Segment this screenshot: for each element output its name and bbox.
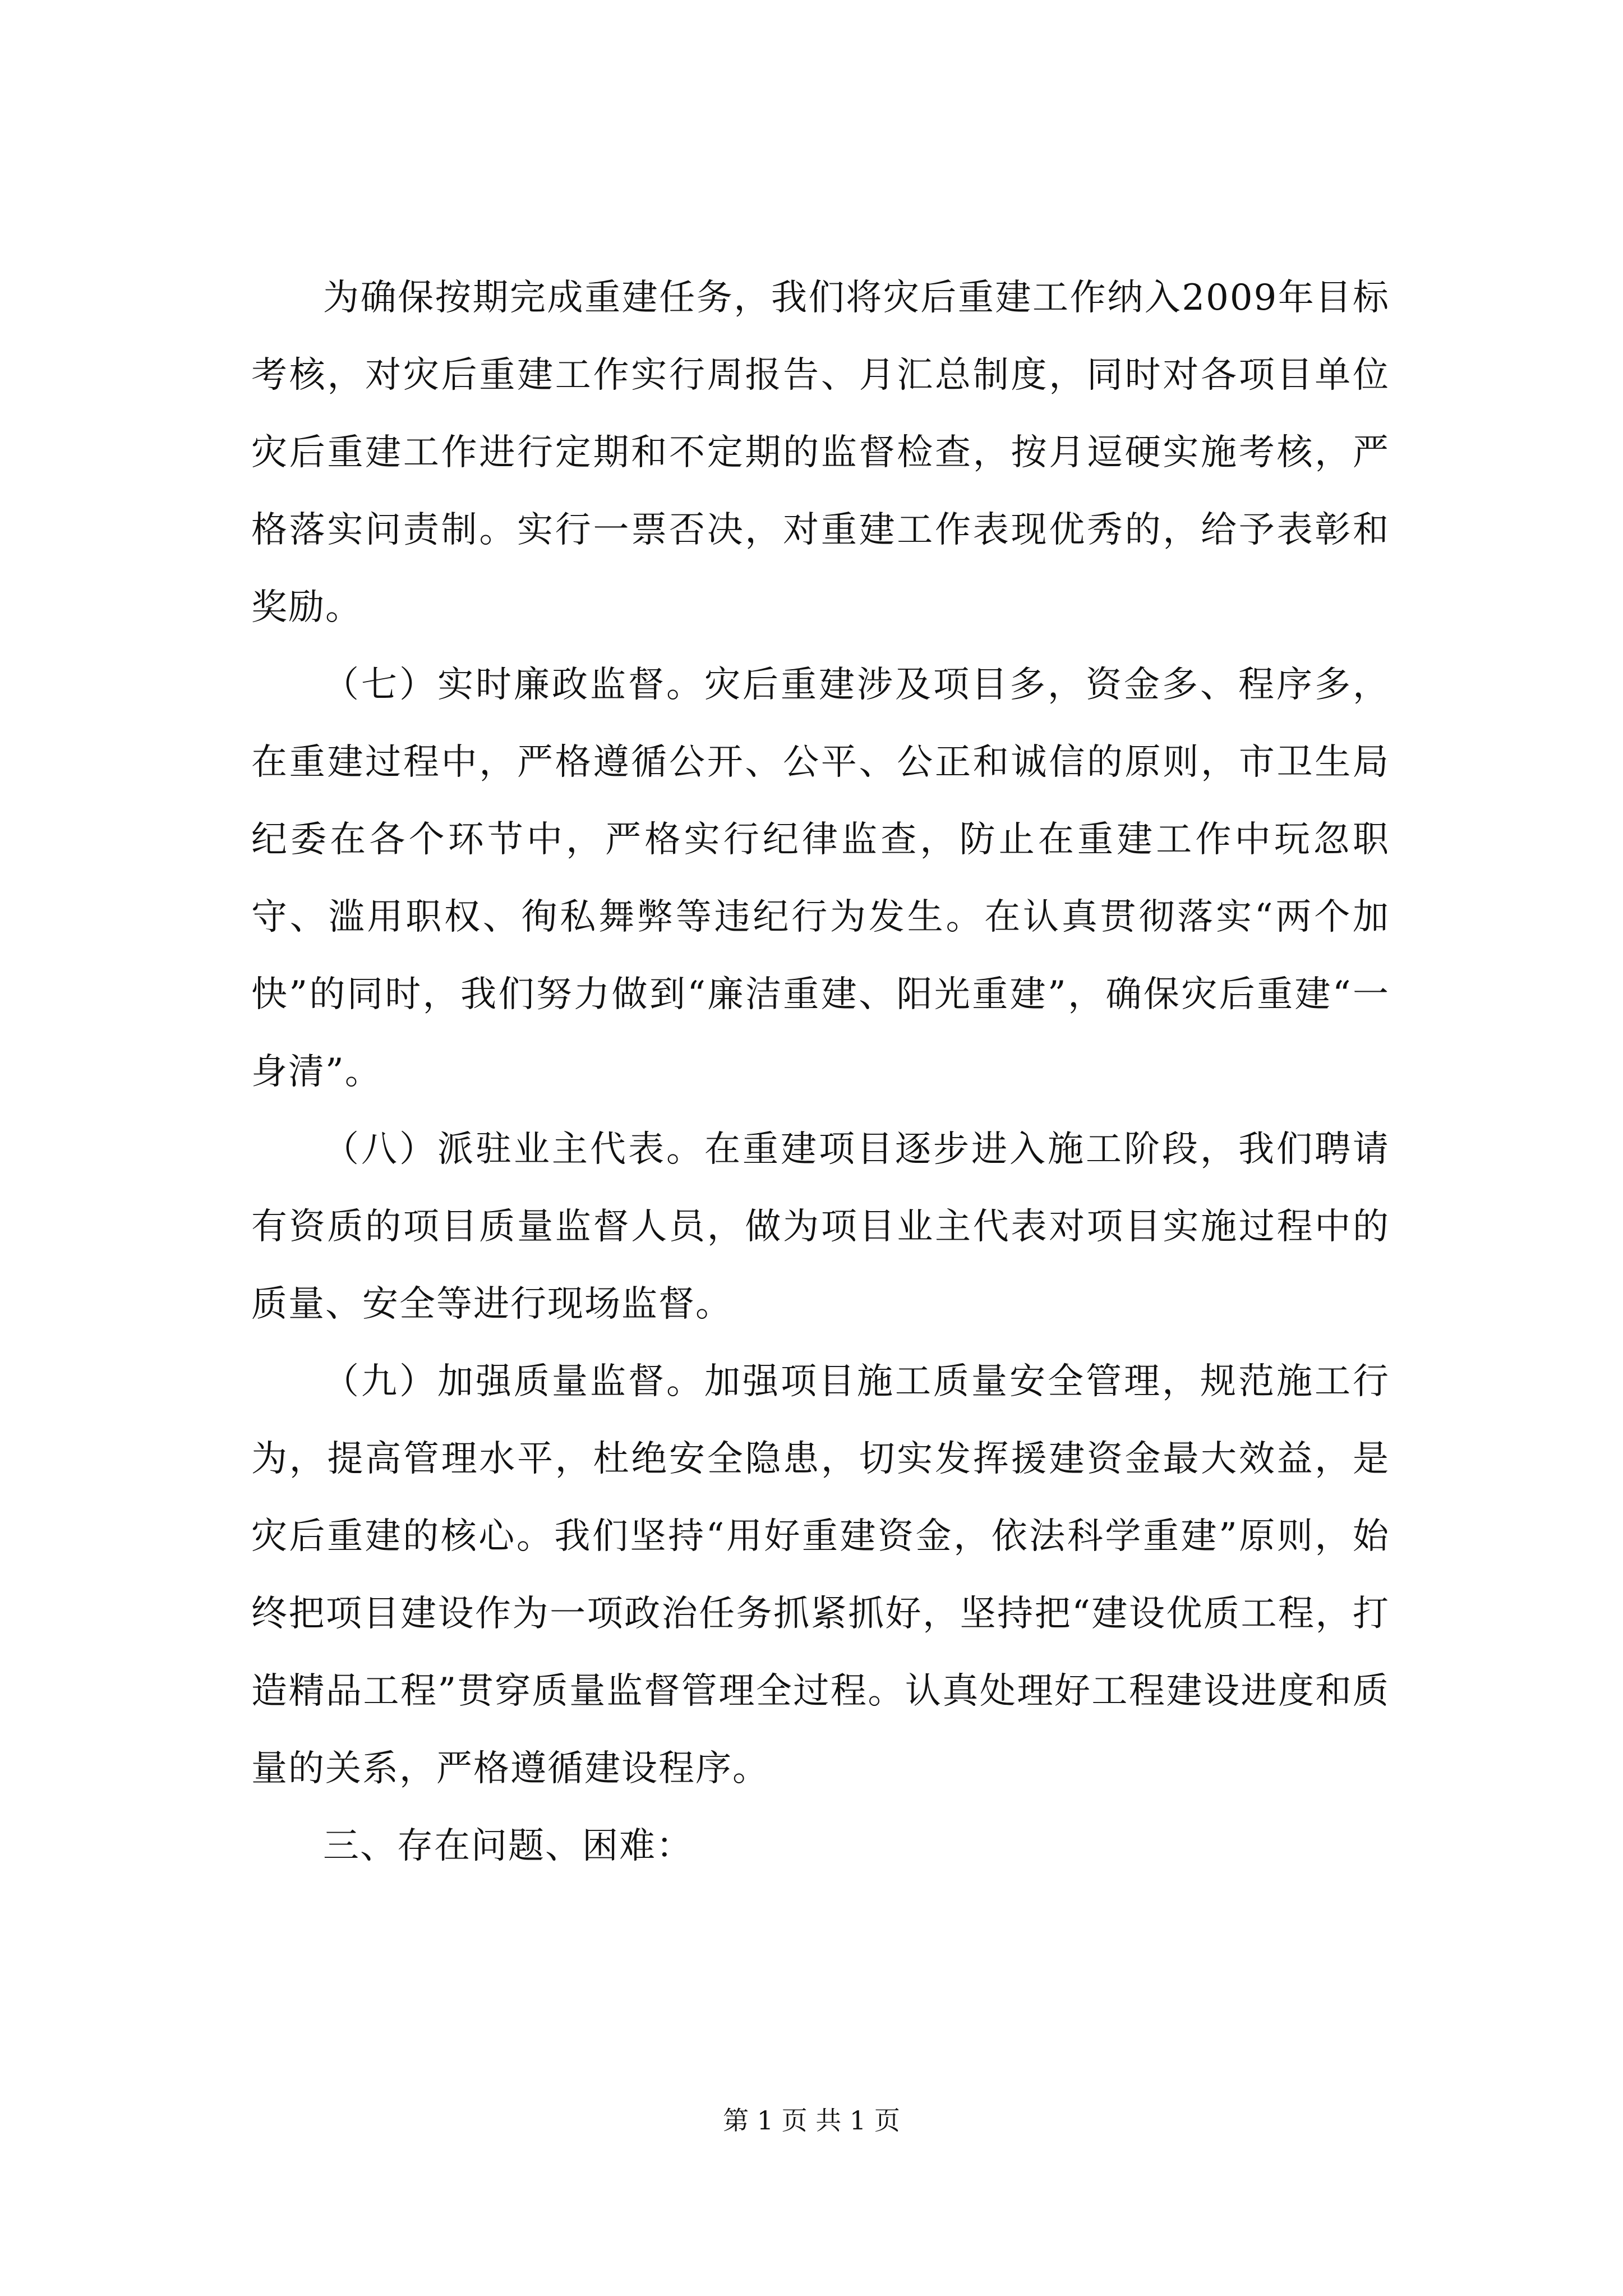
paragraph-owner-representative: （八）派驻业主代表。在重建项目逐步进入施工阶段，我们聘请有资质的项目质量监督人员，做为项目业主代表对项目实施过程中的质量、安全等进行现场监督。	[251, 1129, 1390, 1325]
document-body	[251, 259, 1390, 1885]
paragraph-assessment: 为确保按期完成重建任务，我们将灾后重建工作纳入2009年目标考核，对灾后重建工作实行周报告、月汇总制度，同时对各项目单位灾后重建工作进行定期和不定期的监督检查，按月逗硬实施考核，严格落实问责制。实行一票否决，对重建工作表现优秀的，给予表彰和奖励。	[251, 277, 1390, 628]
paragraph-quality-supervision: （九）加强质量监督。加强项目施工质量安全管理，规范施工行为，提高管理水平，杜绝安全隐患，切实发挥援建资金最大效益，是灾后重建的核心。我们坚持“用好重建资金，依法科学重建”原则，始终把项目建设作为一项政治任务抓紧抓好，坚持把“建设优质工程，打造精品工程”贯穿质量监督管理全过程。认真处理好工程建设进度和质量的关系，严格遵循建设程序。	[251, 1361, 1390, 1789]
section-heading-problems: 三、存在问题、困难：	[323, 1825, 693, 1867]
paragraph-integrity-supervision: （七）实时廉政监督。灾后重建涉及项目多，资金多、程序多，在重建过程中，严格遵循公开、公平、公正和诚信的原则，市卫生局纪委在各个环节中，严格实行纪律监查，防止在重建工作中玩忽职守、滥用职权、徇私舞弊等违纪行为发生。在认真贯彻落实“两个加快”的同时，我们努力做到“廉洁重建、阳光重建”，确保灾后重建“一身清”。	[251, 664, 1390, 1093]
page-footer: 第 1 页 共 1 页	[723, 2105, 900, 2136]
